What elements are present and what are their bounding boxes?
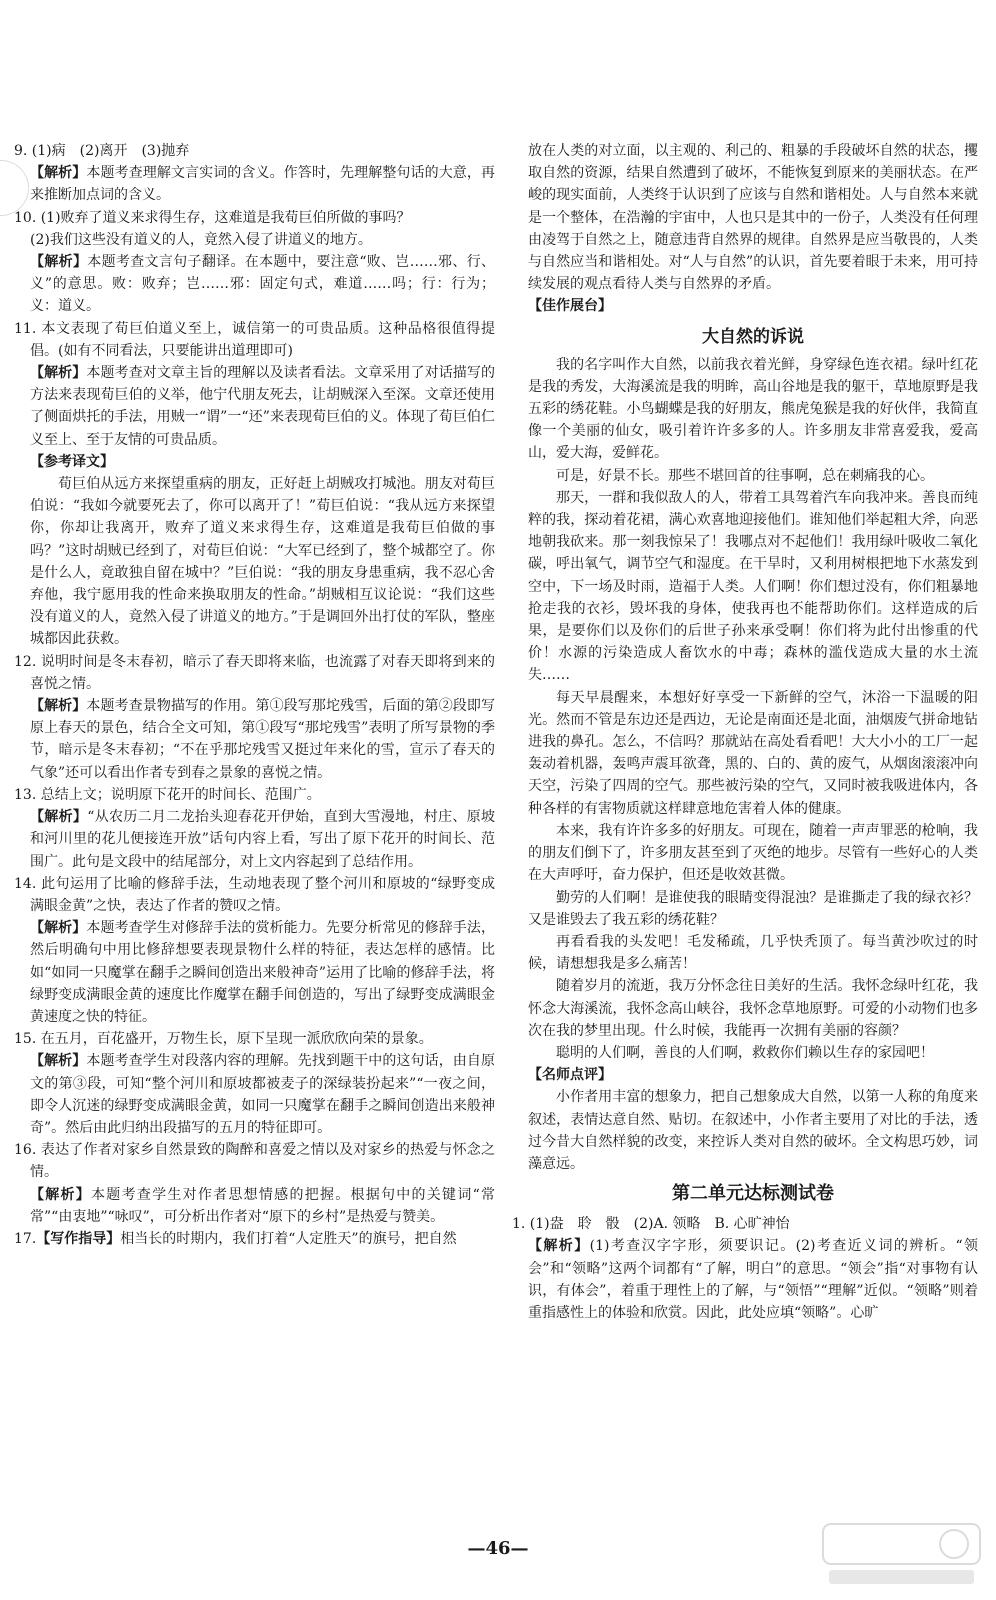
analysis-12 <box>30 695 495 784</box>
analysis-11 <box>30 362 495 451</box>
answer-11: 11. 本文表现了荀巨伯道义至上，诚信第一的可贵品质。这种品格很值得提倡。(如有不同看法，只要能讲出道理即可) <box>14 320 495 359</box>
watermark-logo <box>819 1520 984 1590</box>
analysis-13 <box>30 806 495 873</box>
teacher-comment: 小作者用丰富的想象力，把自己想象成大自然，以第一人称的角度来叙述，表情达意自然、贴切。在叙述中，小作者主要用了对比的手法，透过今昔大自然样貌的改变，来控诉人类对自然的破坏。全文构思巧妙，词藻意远。 <box>528 1089 978 1172</box>
analysis-tag: 【解析】 <box>30 254 88 271</box>
left-column <box>14 140 496 1250</box>
analysis-text: (1)考查汉字字形，须要识记。(2)考查近义词的辨析。“领会”和“领略”这两个词都有“了解，明白”的意思。“领会”指“对事物有认识，有体会”，着重于理性上的了解，与“领悟”“理解”近似。“领略”则着重指感性上的体验和欣赏。因此，此处应填“领略”。心旷 <box>528 1238 979 1321</box>
analysis-tag: 【解析】 <box>30 920 87 937</box>
analysis-tag: 【解析】 <box>30 1186 92 1203</box>
analysis-10 <box>30 251 495 318</box>
analysis-text: 本题考查学生对修辞手法的赏析能力。先要分析常见的修辞手法，然后明确句中用比修辞想要表现景物什么样的特征，表达怎样的感情。比如“如同一只魔掌在翻手之瞬间创造出来般神奇”运用了比喻的修辞手法，将绿野变成满眼金黄的速度比作魔掌在翻手间创造的，写出了绿野变成满眼金黄速度之快的特征。 <box>30 920 495 1025</box>
analysis-tag: 【解析】 <box>30 165 87 182</box>
essay-paragraph: 可是，好景不长。那些不堪回首的往事啊，总在刺痛我的心。 <box>556 467 934 484</box>
analysis-text: 本题考查文言句子翻译。在本题中，要注意“败、岂……邪、行、义”的意思。败：败弃；岂……邪：固定句式，难道……吗；行：行为；义：道义。 <box>30 254 496 315</box>
right-column <box>512 140 979 1324</box>
analysis-tag: 【解析】 <box>30 1053 87 1070</box>
analysis-tag: 【解析】 <box>528 1238 590 1255</box>
writing-guide-text: 相当长的时期内，我们打着“人定胜天”的旗号，把自然 <box>120 1230 457 1247</box>
answer-13: 13. 总结上文；说明原下花开的时间长、范围广。 <box>14 786 321 803</box>
writing-guide-continued: 放在人类的对立面，以主观的、利己的、粗暴的手段破坏自然的状态，攫取自然的资源，结果自然遭到了破坏，不能恢复到原来的美丽状态。在严峻的现实面前，人类终于认识到了应该与自然和谐相处。人与自然本来就是一个整体，在浩瀚的宇宙中，人也只是其中的一份子，人类没有任何理由凌驾于自然之上，随意违背自然界的规律。自然界是应当敬畏的，人类与自然应当和谐相处。对“人与自然”的认识，首先要着眼于未来，用可持续发展的观点看待人类与自然界的矛盾。 <box>528 143 978 293</box>
essay-paragraph: 每天早晨醒来，本想好好享受一下新鲜的空气，沐浴一下温暖的阳光。然而不管是东边还是西边，无论是南面还是北面，油烟废气拼命地钻进我的鼻孔。怎么，不信吗？那就站在高处看看吧！大大小小的工厂一起轰动着机器，轰鸣声震耳欲聋，黑的、白的、黄的废气，从烟囱滚滚冲向天空，污染了四周的空气。那些被污染的空气，又同时被我吸进体内，各种各样的有害物质就这样肆意地危害着人体的健康。 <box>528 689 978 817</box>
essay-paragraph: 随着岁月的流逝，我万分怀念往日美好的生活。我怀念绿叶红花，我怀念大海溪流，我怀念高山峡谷，我怀念草地原野。可爱的小动物们也多次在我的梦里出现。什么时候，我能再一次拥有美丽的容颜？ <box>528 978 978 1039</box>
analysis-1 <box>528 1235 978 1324</box>
writing-guide-tag: 【写作指导】 <box>36 1230 121 1247</box>
answer-9: 9. (1)病 (2)离开 (3)抛弃 <box>14 143 190 159</box>
analysis-text: 本题考查学生对段落内容的理解。先找到题干中的这句话，由自原文的第③段，可知“整个河川和原坡都被麦子的深绿装扮起来”“一夜之间，即令人沉迷的绿野变成满眼金黄，如同一只魔掌在翻手之瞬间创造出来般神奇”。然后由此归纳出段描写的五月的特征即可。 <box>30 1053 495 1136</box>
essay-paragraph: 勤劳的人们啊！是谁使我的眼睛变得混浊？是谁撕走了我的绿衣衫？又是谁毁去了我五彩的绣花鞋？ <box>528 889 978 928</box>
essay-paragraph: 再看看我的头发吧！毛发稀疏，几乎快秃顶了。每当黄沙吹过的时候，请想想我是多么痛苦！ <box>528 933 978 973</box>
unit-test-title: 第二单元达标测试卷 <box>672 1183 834 1205</box>
essay-paragraph: 我的名字叫作大自然，以前我衣着光鲜，身穿绿色连衣裙。绿叶红花是我的秀发，大海溪流是我的明眸，高山谷地是我的躯干，草地原野是我五彩的绣花鞋。小鸟蝴蝶是我的好朋友，熊虎兔猴是我的好伙伴，我简直像一个美丽的仙女，吸引着许许多多的人。许多朋友非常喜爱我，爱高山，爱大海，爱鲜花。 <box>528 356 978 462</box>
answer-16: 16. 表达了作者对家乡自然景致的陶醉和喜爱之情以及对家乡的热爱与怀念之情。 <box>14 1142 495 1181</box>
answer-17 <box>14 1228 495 1250</box>
reference-translation-tag: 【参考译文】 <box>30 453 114 470</box>
analysis-text: 本题考查对文章主旨的理解以及读者看法。文章采用了对话描写的方法来表现荀巨伯的义举，他宁代朋友死去，让胡贼深入至深。文章还使用了侧面烘托的手法，用贼一“谓”一“还”来表现荀巨伯的义。体现了荀巨伯仁义至上、至于友情的可贵品质。 <box>30 365 495 448</box>
page-number: —46— <box>467 1538 529 1559</box>
question-number: 17. <box>14 1230 37 1247</box>
answer-15: 15. 在五月，百花盛开，万物生长，原下呈现一派欣欣向荣的景象。 <box>14 1031 433 1048</box>
analysis-tag: 【解析】 <box>30 809 88 826</box>
essay-paragraph: 聪明的人们啊，善良的人们啊，救救你们赖以生存的家园吧！ <box>556 1044 934 1061</box>
essay-paragraph: 本来，我有许许多多的好朋友。可现在，随着一声声罪恶的枪响，我的朋友们倒下了，许多朋友甚至到了灭绝的地步。尽管有一些好心的人类在大声呼吁，奋力保护，但还是收效甚微。 <box>528 822 978 884</box>
analysis-text: 本题考查景物描写的作用。第①段写那坨残雪，后面的第②段即写原上春天的景色，结合全文可知，第①段写“那坨残雪”表明了所写景物的季节，暗示是冬末春初；“不在乎那坨残雪又挺过年来化的雪，宣示了春天的气象”还可以看出作者专到春之景象的喜悦之情。 <box>30 698 495 781</box>
analysis-15 <box>30 1050 495 1139</box>
answer-10a: 10. (1)败弃了道义来求得生存，这难道是我荀巨伯所做的事吗？ <box>14 209 411 226</box>
showcase-tag: 【佳作展台】 <box>528 298 612 315</box>
analysis-tag: 【解析】 <box>30 698 87 715</box>
analysis-9 <box>30 162 495 206</box>
analysis-16 <box>30 1184 495 1228</box>
analysis-14 <box>30 917 495 1028</box>
essay-paragraph: 那天，一群和我似敌人的人，带着工具驾着汽车向我冲来。善良而纯粹的我，探动着花裙，满心欢喜地迎接他们。谁知他们举起粗大斧，向恶地朝我砍来。那一刻我惊呆了！我哪点对不起他们！我用绿叶吸收二氧化碳，呼出氧气，调节空气和湿度。在干旱时，又利用树根把地下水蒸发到空中，下一场及时雨，造福于人类。人们啊！你们想过没有，你们粗暴地抢走我的衣衫，毁坏我的身体，使我再也不能帮助你们。这样造成的后果，是要你们以及你们的后世子孙来承受啊！你们将为此付出惨重的代价！水源的污染造成人畜饮水的中毒；森林的滥伐造成大量的水土流失…… <box>528 489 978 684</box>
analysis-text: 本题考查学生对作者思想情感的把握。根据句中的关键词“常常”“由衷地”“咏叹”，可分析出作者对“原下的乡村”是热爱与赞美。 <box>30 1186 496 1225</box>
teacher-comment-tag: 【名师点评】 <box>528 1067 612 1084</box>
answer-12: 12. 说明时间是冬末春初，暗示了春天即将来临，也流露了对春天即将到来的喜悦之情。 <box>14 653 495 692</box>
analysis-tag: 【解析】 <box>30 365 87 382</box>
answer-1: 1. (1)盎 聆 骰 (2)A. 领略 B. 心旷神怡 <box>512 1216 790 1233</box>
answer-10b: (2)我们这些没有道义的人，竟然入侵了讲道义的地方。 <box>30 231 372 248</box>
reference-translation: 荀巨伯从远方来探望重病的朋友，正好赶上胡贼攻打城池。朋友对荀巨伯说：“我如今就要死去了，你可以离开了！”荀巨伯说：“我从远方来探望你，你却让我离开，败弃了道义来求得生存，这难道是我荀巨伯做的事吗？”这时胡贼已经到了，对荀巨伯说：“大军已经到了，整个城都空了。你是什么人，竟敢独自留在城中？”巨伯说：“我的朋友身患重病，我不忍心舍弃他，我宁愿用我的性命来换取朋友的性命。”胡贼相互议论说：“我们这些没有道义的人，竟然入侵了讲道义的地方。”于是调回外出打仗的军队，整座城都因此获救。 <box>30 476 495 648</box>
analysis-text: 本题考查理解文言实词的含义。作答时，先理解整句话的大意，再来推断加点词的含义。 <box>30 165 495 204</box>
answer-14: 14. 此句运用了比喻的修辞手法，生动地表现了整个河川和原坡的“绿野变成满眼金黄”之快，表达了作者的赞叹之情。 <box>14 875 495 914</box>
analysis-text: “从农历二月二龙抬头迎春花开伊始，直到大雪漫地，村庄、原坡和河川里的花儿便接连开放”话句内容上看，写出了原下花开的时间长、范围广。此句是文段中的结尾部分，对上文内容起到了总结作用。 <box>30 809 496 870</box>
essay-title: 大自然的诉说 <box>702 326 804 347</box>
